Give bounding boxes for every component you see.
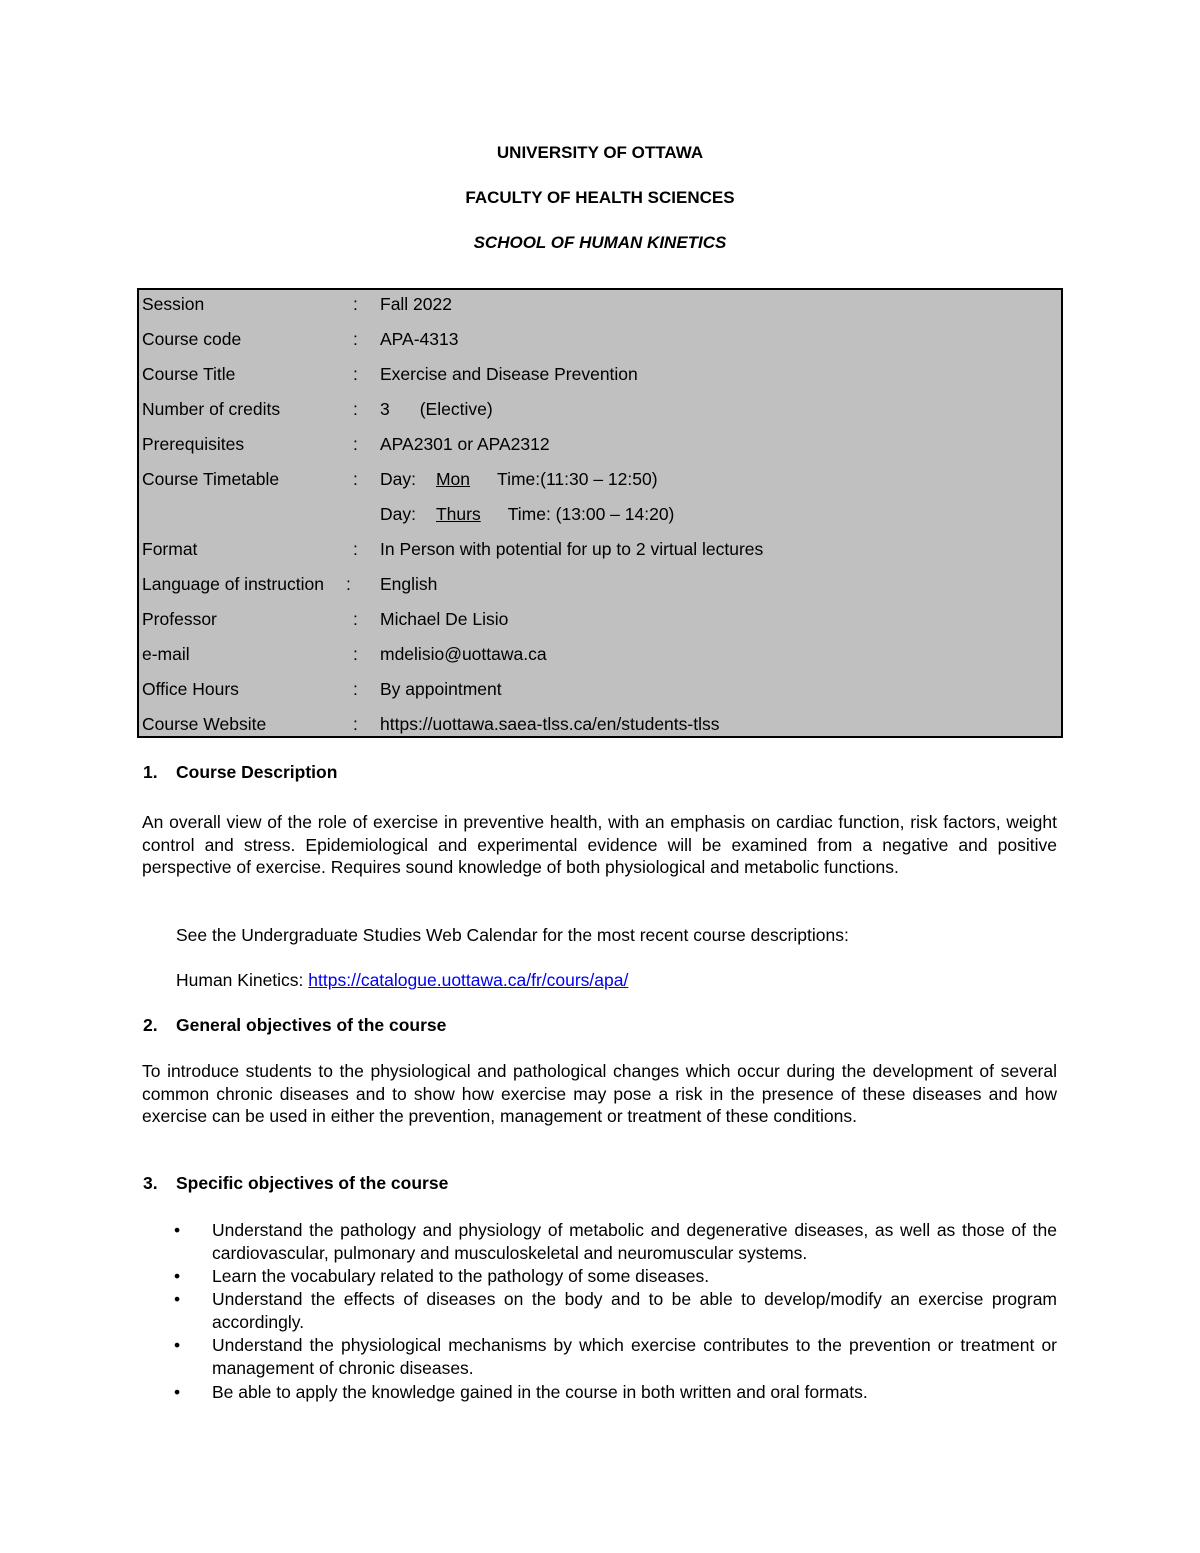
info-colon: : xyxy=(353,539,358,559)
link-label: Human Kinetics: xyxy=(176,970,304,990)
section-heading-specific-objectives xyxy=(143,1173,448,1194)
info-colon: : xyxy=(346,574,351,594)
info-row-session xyxy=(139,292,1061,327)
school-title: SCHOOL OF HUMAN KINETICS xyxy=(473,233,727,252)
objective-text: Be able to apply the knowledge gained in the course in both written and oral formats. xyxy=(212,1382,868,1402)
info-row-course-title xyxy=(139,362,1061,397)
info-row-prerequisites xyxy=(139,432,1061,467)
info-row-timetable-1 xyxy=(139,467,1061,502)
info-row-credits xyxy=(139,397,1061,432)
info-value: English xyxy=(380,574,438,594)
info-colon: : xyxy=(353,469,358,489)
bullet-icon: • xyxy=(174,1382,181,1402)
info-value: APA-4313 xyxy=(380,329,459,349)
info-colon: : xyxy=(353,329,358,349)
time-value: Time: (13:00 – 14:20) xyxy=(507,504,675,524)
info-value xyxy=(380,502,674,526)
info-label: Number of credits xyxy=(142,399,281,419)
section-title: Course Description xyxy=(176,762,338,782)
info-value: Fall 2022 xyxy=(380,294,452,314)
section-number: 2. xyxy=(143,1015,158,1035)
info-colon: : xyxy=(353,714,358,734)
info-label: Format xyxy=(142,539,198,559)
faculty-title: FACULTY OF HEALTH SCIENCES xyxy=(465,188,735,207)
bullet-icon: • xyxy=(174,1289,181,1309)
info-label: Office Hours xyxy=(142,679,239,699)
section-title: Specific objectives of the course xyxy=(176,1173,449,1193)
info-label: Course Timetable xyxy=(142,469,280,489)
day-label: Day: xyxy=(380,504,416,524)
course-description-text: An overall view of the role of exercise in preventive health, with an emphasis on cardiac function, risk factors, weight control and stress. Epidemiological and experimental evidence will be examined from a negative and positive perspective of exercise. Requires sound knowledge of both physiological and metabolic functions. xyxy=(142,812,1057,878)
section-heading-general-objectives xyxy=(143,1015,446,1036)
info-row-language xyxy=(139,572,1061,607)
objective-text: Understand the effects of diseases on the body and to be able to develop/modify an exercise program accordingly. xyxy=(212,1289,1057,1332)
human-kinetics-link-line xyxy=(176,970,628,991)
section-number: 3. xyxy=(143,1173,158,1193)
info-label: Session xyxy=(142,294,205,314)
info-value: APA2301 or APA2312 xyxy=(380,434,550,454)
info-label: Course Website xyxy=(142,714,267,734)
info-value: mdelisio@uottawa.ca xyxy=(380,644,547,664)
section-number: 1. xyxy=(143,762,158,782)
calendar-note: See the Undergraduate Studies Web Calendar for the most recent course descriptions: xyxy=(176,925,849,945)
university-title: UNIVERSITY OF OTTAWA xyxy=(496,143,704,162)
info-label: Professor xyxy=(142,609,217,629)
general-objectives-text: To introduce students to the physiological and pathological changes which occur during the development of several common chronic diseases and to show how exercise may pose a risk in the presence of these diseases and how exercise can be used in either the prevention, management or treatment of these conditions. xyxy=(142,1061,1057,1127)
info-row-website xyxy=(139,712,1061,747)
info-colon: : xyxy=(353,364,358,384)
info-value: By appointment xyxy=(380,679,502,699)
info-value: Michael De Lisio xyxy=(380,609,509,629)
day-value: Thurs xyxy=(435,504,481,524)
info-value xyxy=(380,397,493,421)
section-heading-course-description xyxy=(143,762,337,783)
info-label: Course Title xyxy=(142,364,236,384)
objective-text: Learn the vocabulary related to the pathology of some diseases. xyxy=(212,1266,710,1286)
info-row-email xyxy=(139,642,1061,677)
info-label: Language of instruction xyxy=(142,574,324,594)
info-colon: : xyxy=(353,399,358,419)
time-value: Time:(11:30 – 12:50) xyxy=(497,469,658,489)
info-label: e-mail xyxy=(142,644,190,664)
day-value: Mon xyxy=(435,469,471,489)
info-colon: : xyxy=(353,644,358,664)
info-colon: : xyxy=(353,434,358,454)
bullet-icon: • xyxy=(174,1266,181,1286)
info-label: Course code xyxy=(142,329,242,349)
info-row-office-hours xyxy=(139,677,1061,712)
objective-text: Understand the pathology and physiology of metabolic and degenerative diseases, as well as those of the cardiovascular, pulmonary and musculoskeletal and neuromuscular systems. xyxy=(212,1220,1057,1263)
info-row-format xyxy=(139,537,1061,572)
info-value: Exercise and Disease Prevention xyxy=(380,364,638,384)
catalogue-link[interactable]: https://catalogue.uottawa.ca/fr/cours/apa/ xyxy=(308,970,629,990)
info-row-professor xyxy=(139,607,1061,642)
day-label: Day: xyxy=(380,469,416,489)
info-label: Prerequisites xyxy=(142,434,245,454)
objective-text: Understand the physiological mechanisms by which exercise contributes to the prevention or treatment or management of chronic diseases. xyxy=(212,1335,1057,1378)
credits-note: (Elective) xyxy=(419,399,493,419)
info-value: https://uottawa.saea-tlss.ca/en/students-tlss xyxy=(380,714,720,734)
info-row-course-code xyxy=(139,327,1061,362)
info-colon: : xyxy=(353,609,358,629)
section-title: General objectives of the course xyxy=(176,1015,447,1035)
bullet-icon: • xyxy=(174,1220,181,1240)
credits-number: 3 xyxy=(380,399,390,419)
info-colon: : xyxy=(353,679,358,699)
course-info-table xyxy=(137,288,1063,738)
info-row-timetable-2 xyxy=(139,502,1061,537)
info-value: In Person with potential for up to 2 virtual lectures xyxy=(380,539,764,559)
info-value xyxy=(380,467,658,491)
bullet-icon: • xyxy=(174,1335,181,1355)
info-colon: : xyxy=(353,294,358,314)
